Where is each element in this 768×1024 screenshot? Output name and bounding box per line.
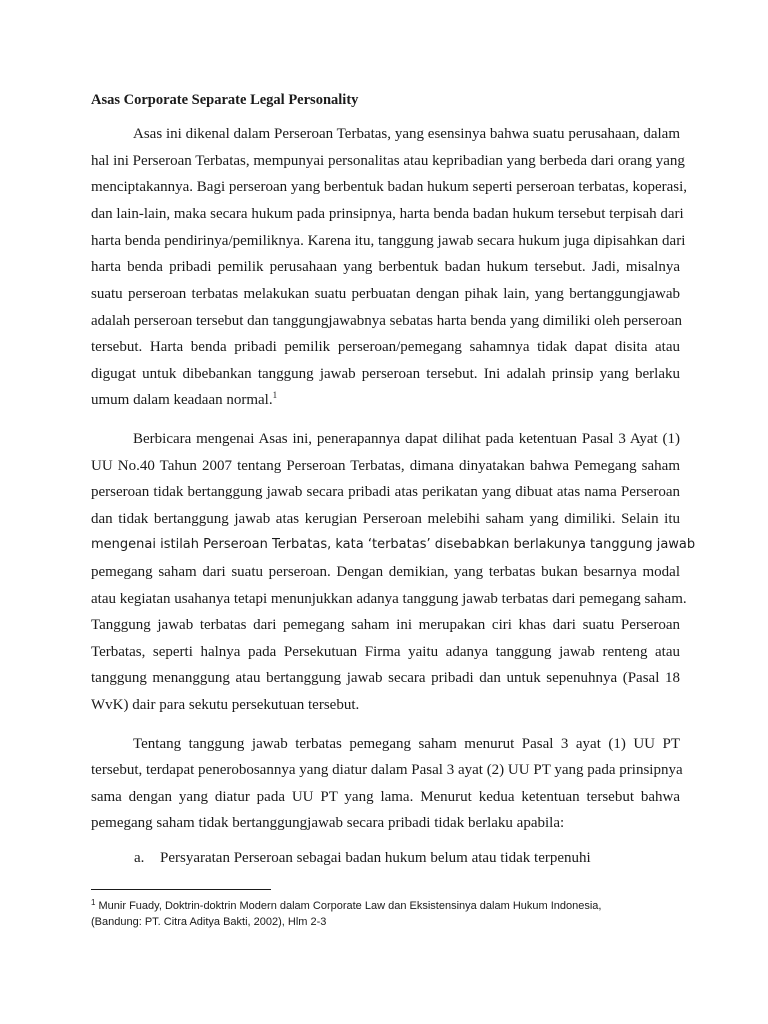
paragraph-line: hal ini Perseroan Terbatas, mempunyai personalitas atau kepribadian yang berbeda dari orang yang [91, 153, 685, 169]
paragraph-line: pemegang saham tidak bertanggungjawab secara pribadi tidak berlaku apabila: [91, 815, 565, 831]
paragraph-line: UU No.40 Tahun 2007 tentang Perseroan Terbatas, dimana dinyatakan bahwa Pemegang saham [91, 458, 680, 474]
paragraph-line: Tanggung jawab terbatas dari pemegang saham ini merupakan ciri khas dari suatu Perseroan [91, 617, 680, 633]
paragraph-line: mengenai istilah Perseroan Terbatas, kata ‘terbatas’ disebabkan berlakunya tanggung jawab [91, 537, 696, 552]
paragraph-line: Berbicara mengenai Asas ini, penerapannya dapat dilihat pada ketentuan Pasal 3 Ayat (1) [133, 431, 680, 447]
paragraph-line: perseroan tidak bertanggung jawab secara pribadi atas perikatan yang dibuat atas nama Perseroan [91, 484, 680, 500]
paragraph-line-text: umum dalam keadaan normal. [91, 392, 273, 408]
paragraph-line: tanggung menanggung atau bertanggung jawab secara pribadi dan untuk sepenuhnya (Pasal 18 [91, 670, 680, 686]
paragraph-last-line [91, 390, 680, 410]
paragraph-line: adalah perseroan tersebut dan tanggungjawabnya sebatas harta benda yang dimiliki oleh perseroan [91, 313, 683, 329]
paragraph-line: harta benda pribadi pemilik perusahaan yang berbentuk badan hukum tersebut. Jadi, misalnya [91, 259, 680, 275]
paragraph-line: sama dengan yang diatur pada UU PT yang lama. Menurut kedua ketentuan tersebut bahwa [91, 789, 680, 805]
footnote-mark: 1 [91, 898, 96, 907]
paragraph-line: dan lain-lain, maka secara hukum pada prinsipnya, harta benda badan hukum tersebut terpisah dari [91, 206, 684, 222]
footnote-separator [91, 889, 271, 890]
paragraph-line: pemegang saham dari suatu perseroan. Dengan demikian, yang terbatas bukan besarnya modal [91, 564, 680, 580]
section-heading: Asas Corporate Separate Legal Personality [91, 92, 359, 108]
paragraph-line: Tentang tanggung jawab terbatas pemegang saham menurut Pasal 3 ayat (1) UU PT [133, 736, 680, 752]
paragraph-line: WvK) dair para sekutu persekutuan tersebut. [91, 697, 360, 713]
paragraph-line: suatu perseroan terbatas melakukan suatu perbuatan dengan pihak lain, yang bertanggungjawab [91, 286, 680, 302]
paragraph-line: dan tidak bertanggung jawab atas kerugian Perseroan melebihi saham yang dimiliki. Selain itu [91, 511, 680, 527]
paragraph-line: tersebut. Harta benda pribadi pemilik perseroan/pemegang sahamnya tidak dapat disita atau [91, 339, 680, 355]
list-marker: a. [134, 850, 145, 866]
footnote-reference[interactable]: 1 [272, 390, 278, 400]
paragraph-line: tersebut, terdapat penerobosannya yang diatur dalam Pasal 3 ayat (2) UU PT yang pada prinsipnya [91, 762, 683, 778]
paragraph-line: menciptakannya. Bagi perseroan yang berbentuk badan hukum seperti perseroan terbatas, koperasi, [91, 179, 688, 195]
paragraph-line: atau kegiatan usahanya tetapi menunjukkan adanya tanggung jawab terbatas dari pemegang saham. [91, 591, 687, 607]
paragraph-line: Asas ini dikenal dalam Perseroan Terbatas, yang esensinya bahwa suatu perusahaan, dalam [133, 126, 680, 142]
paragraph-line: digugat untuk dibebankan tanggung jawab perseroan tersebut. Ini adalah prinsip yang berlaku [91, 366, 680, 382]
footnote-text: Munir Fuady, Doktrin-doktrin Modern dalam Corporate Law dan Eksistensinya dalam Hukum Indonesia, [95, 900, 602, 912]
paragraph-line: harta benda pendirinya/pemiliknya. Karena itu, tanggung jawab secara hukum juga dipisahkan dari [91, 233, 686, 249]
list-item-text: Persyaratan Perseroan sebagai badan hukum belum atau tidak terpenuhi [160, 850, 591, 866]
footnote-line-1 [91, 898, 602, 914]
paragraph-line: Terbatas, seperti halnya pada Persekutuan Firma yaitu adanya tanggung jawab renteng atau [91, 644, 680, 660]
footnote-line-2: (Bandung: PT. Citra Aditya Bakti, 2002), Hlm 2-3 [91, 916, 327, 928]
